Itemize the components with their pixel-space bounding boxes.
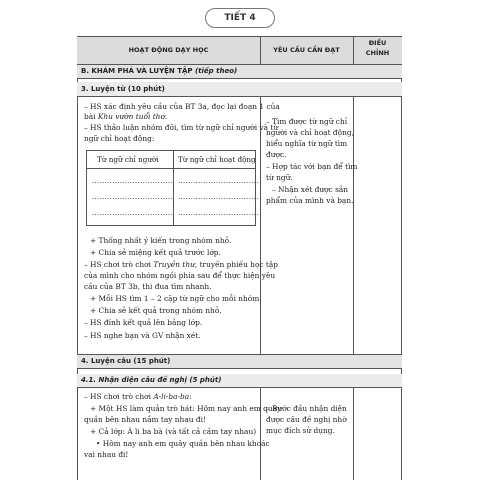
col-divider (260, 387, 261, 480)
rule (77, 78, 402, 79)
blank-line: ................................ (178, 209, 259, 217)
text-line: mục đích sử dụng. (266, 426, 335, 435)
text-line: vai nhau đi! (84, 450, 129, 459)
text-line: – HS thảo luận nhóm đôi, tìm từ ngữ chỉ người và từ (84, 123, 279, 132)
text-line: từ ngữ. (266, 173, 293, 182)
rule (77, 368, 402, 369)
text-line: bài Khu vườn tuổi thơ. (84, 112, 168, 121)
text-line: + Mỗi HS tìm 1 – 2 cặp từ ngữ cho mỗi nhóm. (90, 294, 262, 303)
text-line: – HS chơi trò chơi Truyền thư, truyền phiếu học tập (84, 260, 278, 269)
header-adjust-line1: ĐIỀU (368, 39, 387, 47)
text-line: được câu đề nghị nhờ (266, 415, 347, 424)
text-line: – Bước đầu nhận diện (266, 404, 347, 413)
text-line: – HS chơi trò chơi A-li-ba-ba: (84, 392, 192, 401)
text-line: – Nhận xét được sản (272, 185, 349, 194)
header-requirements: YÊU CẦU CẦN ĐẠT (273, 46, 340, 54)
blank-line: ................................ (92, 177, 173, 185)
text-line: – HS đính kết quả lên bảng lớp. (84, 318, 203, 327)
header-activities: HOẠT ĐỘNG DẠY HỌC (128, 46, 209, 54)
blank-line: ................................ (92, 209, 173, 217)
word-table (86, 150, 259, 226)
blank-line: ................................ (92, 193, 173, 201)
col-divider (260, 36, 261, 64)
lesson-title: TIẾT 4 (205, 8, 275, 28)
text-line: + Một HS làm quản trò hát: Hôm nay anh em quây (90, 404, 282, 413)
text-line: + Cả lớp: À li ba bà (và tất cả cầm tay nhau) (90, 427, 257, 436)
section-41-heading: 4.1. Nhận diện câu đề nghị (5 phút) (81, 376, 222, 384)
text-line: – HS xác định yêu cầu của BT 3a, đọc lại đoạn 1 của (84, 102, 280, 111)
col-divider (260, 96, 261, 354)
text-line: cầu của BT 3b, thi đua tìm nhanh. (84, 282, 212, 291)
text-line: – HS nghe bạn và GV nhận xét. (84, 331, 201, 340)
text-line: + Thống nhất ý kiến trong nhóm nhỏ. (90, 236, 232, 245)
text-line: ngữ chỉ hoạt động: (84, 134, 155, 143)
text-line: • Hôm nay anh em quây quần bên nhau khoác (96, 439, 270, 448)
text-line: + Chia sẻ kết quả trong nhóm nhỏ. (90, 306, 222, 315)
text-line: quần bên nhau nắm tay nhau đi! (84, 415, 206, 424)
word-table-col-activities: Từ ngữ chỉ hoạt động (178, 155, 256, 164)
text-line: người và chỉ hoạt động, (266, 128, 354, 137)
text-line: của mình cho nhóm ngồi phía sau để thực hiện yêu (84, 271, 276, 280)
blank-line: ................................ (178, 193, 259, 201)
header-adjust-line2: CHỈNH (365, 49, 390, 57)
section-4-heading: 4. Luyện câu (15 phút) (81, 357, 171, 365)
col-divider (353, 387, 354, 480)
rule (87, 168, 255, 169)
text-line: được. (266, 150, 287, 159)
text-line: hiểu nghĩa từ ngữ tìm (266, 139, 348, 148)
rule (173, 151, 174, 225)
text-line: – Tìm được từ ngữ chỉ (266, 117, 348, 126)
rule (77, 64, 402, 65)
text-line: – Hợp tác với bạn để tìm (266, 162, 358, 171)
section-3-heading: 3. Luyện từ (10 phút) (81, 85, 165, 93)
text-line: phẩm của mình và bạn. (266, 196, 354, 205)
text-line: + Chia sẻ miệng kết quả trước lớp. (90, 248, 221, 257)
blank-line: ................................ (178, 177, 259, 185)
section-b-heading: B. KHÁM PHÁ VÀ LUYỆN TẬP (tiếp theo) (81, 67, 238, 75)
word-table-col-people: Từ ngữ chỉ người (97, 155, 159, 164)
col-divider (353, 36, 354, 64)
